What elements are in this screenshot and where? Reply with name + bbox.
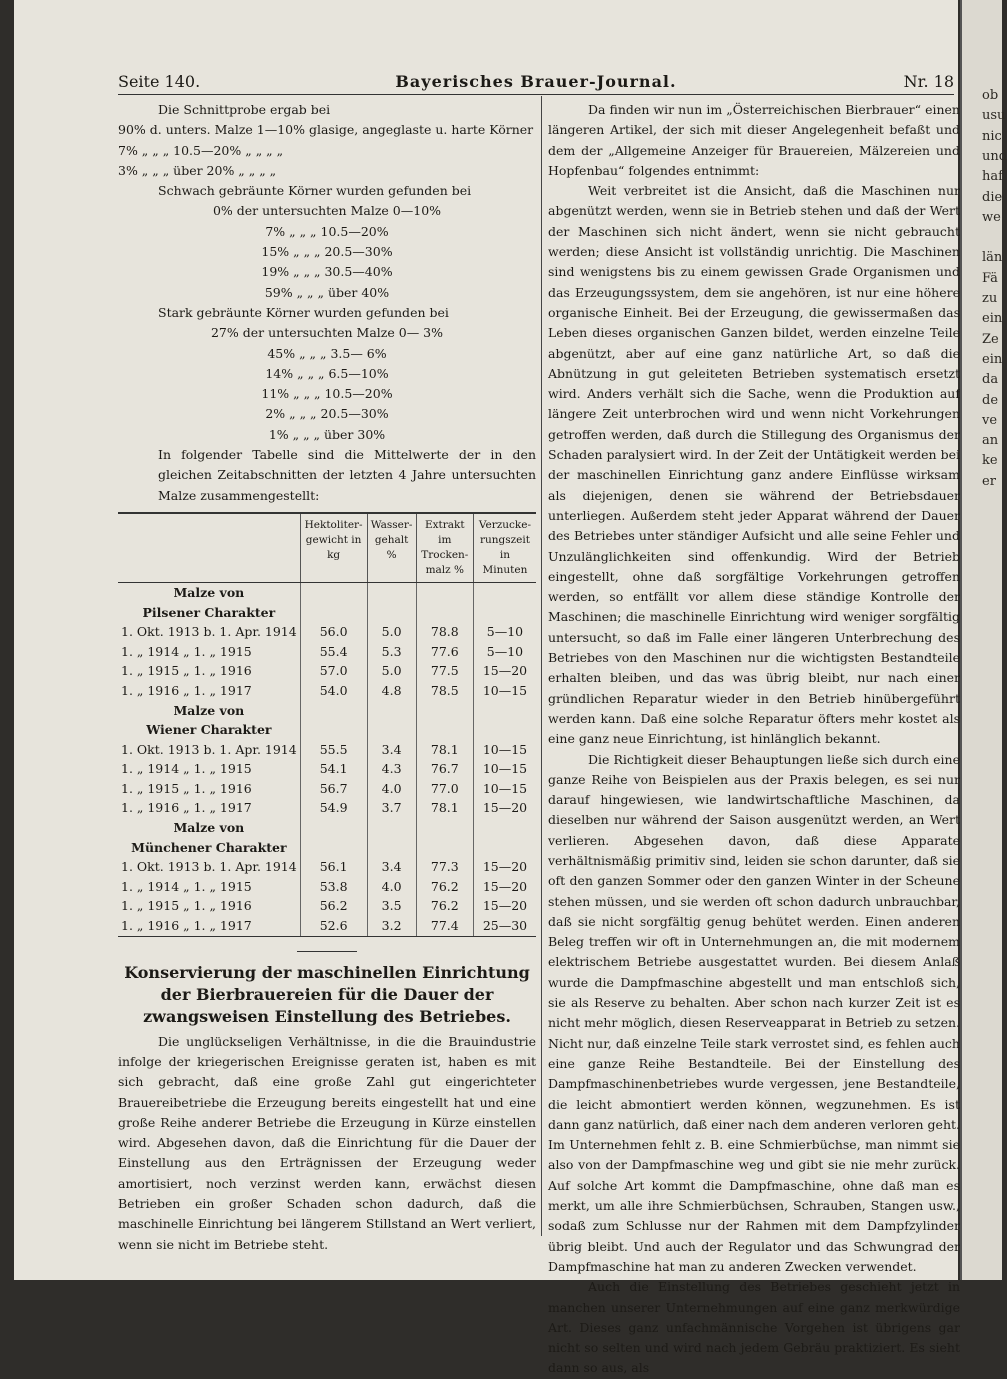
value-cell: 10—15 <box>473 681 536 701</box>
value-cell: 56.2 <box>300 896 367 916</box>
empty-cell <box>416 701 473 721</box>
group-title: Malze von <box>173 584 245 600</box>
adjacent-page-edge <box>960 0 1007 1280</box>
period-cell: 1. Okt. 1913 b. 1. Apr. 1914 <box>121 859 297 875</box>
stat-line: 59% „ „ „ über 40% <box>264 284 390 300</box>
period-cell: 1. „ 1914 „ 1. „ 1915 <box>121 761 252 777</box>
value-cell: 25—30 <box>473 916 536 936</box>
article-paragraph: Da finden wir nun im „Österreichischen Bierbrauer“ einen längeren Artikel, der sich mit dieser Angelegenheit befaßt und dem der „Allgemeine Anzeiger für Brauereien, Mälzereien und Hopfenbau“ folgendes entnimmt: <box>548 102 960 178</box>
empty-cell <box>473 603 536 623</box>
value-cell: 56.7 <box>300 779 367 799</box>
table-row <box>118 759 536 779</box>
value-cell: 4.3 <box>367 759 416 779</box>
value-cell: 10—15 <box>473 759 536 779</box>
table-row <box>118 877 536 897</box>
group-title: Pilsener Charakter <box>142 604 276 620</box>
page-number: Seite 140. <box>118 72 201 91</box>
value-cell: 4.0 <box>367 877 416 897</box>
empty-cell <box>473 701 536 721</box>
empty-cell <box>367 818 416 838</box>
group-title: Malze von <box>173 702 245 718</box>
page-edge-fragment: Ze <box>982 331 999 347</box>
table-row <box>118 916 536 936</box>
stat-line: Stark gebräunte Körner wurden gefunden bei <box>158 304 449 320</box>
page-edge-fragment: haf <box>982 169 1003 185</box>
issue-number: Nr. 18 <box>903 72 954 91</box>
value-cell: 77.3 <box>416 857 473 877</box>
value-cell: 55.4 <box>300 642 367 662</box>
value-cell: 78.8 <box>416 622 473 642</box>
journal-page <box>14 0 960 1376</box>
value-cell: 55.5 <box>300 740 367 760</box>
page-edge-fragment: an <box>982 433 999 449</box>
page-edge-fragment: nic <box>982 128 1002 144</box>
period-cell: 1. „ 1916 „ 1. „ 1917 <box>118 916 300 936</box>
page-edge-fragment: da <box>982 372 999 388</box>
value-cell: 3.2 <box>367 916 416 936</box>
value-cell: 56.1 <box>300 857 367 877</box>
empty-cell <box>300 701 367 721</box>
page-edge-fragment: zu <box>982 291 998 306</box>
malt-averages-table <box>118 512 536 937</box>
value-cell: 56.0 <box>300 622 367 642</box>
value-cell: 53.8 <box>300 877 367 897</box>
page-edge-fragment: ein <box>982 311 1003 327</box>
page-edge-fragment: usu <box>982 108 1006 124</box>
value-cell: 57.0 <box>300 661 367 681</box>
period-cell: 1. „ 1915 „ 1. „ 1916 <box>121 898 252 914</box>
stat-line: 45% „ „ „ 3.5— 6% <box>267 345 387 361</box>
empty-cell <box>473 838 536 858</box>
table-group-heading <box>118 582 536 602</box>
section-separator <box>297 951 357 952</box>
table-header-hectoliter-weight: Hektoliter-gewicht in kg <box>300 513 367 583</box>
period-cell: 1. „ 1916 „ 1. „ 1917 <box>121 682 252 698</box>
table-row <box>118 681 536 701</box>
value-cell: 15—20 <box>473 896 536 916</box>
stat-line: 7% „ „ „ 10.5—20% „ „ „ „ <box>118 142 284 158</box>
page-edge-fragment: Fä <box>982 270 998 286</box>
page-edge-fragment: die <box>982 189 1003 205</box>
empty-cell <box>473 582 536 602</box>
empty-cell <box>367 603 416 623</box>
value-cell: 78.5 <box>416 681 473 701</box>
value-cell: 15—20 <box>473 798 536 818</box>
left-column <box>118 100 536 1255</box>
empty-cell <box>300 603 367 623</box>
value-cell: 52.6 <box>300 916 367 936</box>
article-paragraph: Weit verbreitet ist die Ansicht, daß die Maschinen nur abgenützt werden, wenn sie in Betrieb stehen und daß der Wert der Maschinen sich nicht ändert, wenn sie nicht gebraucht werden; diese Ansicht ist vollständig unrichtig. Die Maschinen sind wenigstens bis zu einem gewissen Grade Organismen und das Erzeugungssystem, dem sie angehören, ist nur eine höhere organische Einheit. Bei der Erzeugung, die gewissermaßen das Leben dieses organischen Ganzen bildet, werden einzelne Teile abgenützt, aber auf eine ganz natürliche Art, so daß die Abnützung in gut geleiteten Betrieben systematisch ersetzt wird. Anders verhält sich die Sache, wenn die Produktion auf längere Zeit unterbrochen wird und wenn nicht Vorkehrungen getroffen werden, daß durch die Stillegung des Organismus der Schaden paralysiert wird. In der Zeit der Untätigkeit werden bei der maschinellen Einrichtung ganz andere Einflüsse wirksam als diejenigen, denen sie während der Betriebsdauer unterliegen. Außerdem steht jeder Apparat während der Dauer des Betriebes unter ständiger Aufsicht und alle seine Fehler und Unzulänglichkeiten sind offenkundig. Wird der Betrieb eingestellt, ohne daß sorgfältige Vorkehrungen getroffen werden, so entfällt vor allem diese ständige Kontrolle der Maschinen; die maschinelle Einrichtung wird weniger sorgfältig untersucht, so daß im Falle einer längeren Unterbrechung des Betriebes von den Maschinen nur die wichtigsten Bestandteile erhalten bleiben, und das was übrig bleibt, nur nach einer gründlichen Reparatur wieder in den Betrieb hinübergeführt werden kann. Daß eine solche Reparatur öfters mehr kostet als eine ganz neue Einrichtung, ist hinlänglich bekannt. <box>548 183 960 747</box>
stat-line: 3% „ „ „ über 20% „ „ „ „ <box>118 162 277 178</box>
table-row <box>118 857 536 877</box>
page-edge-fragment: ob <box>982 88 999 103</box>
stat-line: 27% der untersuchten Malze 0— 3% <box>210 325 444 341</box>
article-paragraph: Auch die Einstellung des Betriebes geschieht jetzt in manchen unserer Unternehmungen auf eine ganz merkwürdige Art. Dieses ganz unfachmännische Vorgehen ist übrigens gar nicht so selten und wird nach jedem Gebräu praktiziert. Es sieht dann so aus, als <box>548 1279 960 1376</box>
value-cell: 76.7 <box>416 759 473 779</box>
stat-line: 11% „ „ „ 10.5—20% <box>261 386 393 402</box>
period-cell: 1. Okt. 1913 b. 1. Apr. 1914 <box>121 624 297 640</box>
article-paragraph: Die Richtigkeit dieser Behauptungen ließe sich durch eine ganze Reihe von Beispielen aus der Praxis belegen, es sei nur darauf hingewiesen, wie landwirtschaftliche Maschinen, da dieselben nur während der Saison ausgenützt werden, an Wert verlieren. Abgesehen davon, daß diese Apparate verhältnismäßig primitiv sind, leiden sie schon darunter, daß sie oft den ganzen Sommer oder den ganzen Winter in der Scheune stehen müssen, und sie werden oft schon dadurch unbrauchbar, daß sie nicht sorgfältig genug behütet werden. Einen anderen Beleg treffen wir oft in Unternehmungen an, die mit modernem elektrischem Betriebe ausgestattet wurden. Bei diesem Anlaß wurde die Dampfmaschine abgestellt und man entschloß sich, sie als Reserve zu behalten. Aber schon nach kurzer Zeit ist es nicht mehr möglich, diesen Reserveapparat in Betrieb zu setzen. Nicht nur, daß einzelne Teile stark verrostet sind, es fehlen auch eine ganze Reihe Bestandteile. Bei der Einstellung des Dampfmaschinenbetriebes wurde vergessen, jene Bestandteile, die leicht abmontiert werden können, wegzunehmen. Es ist dann ganz natürlich, daß einer nach dem anderen verloren geht. Im Unternehmen fehlt z. B. eine Schmierbüchse, man nimmt sie also von der Dampfmaschine weg und gibt sie nie mehr zurück. Auf solche Art kommt die Dampfmaschine, ohne daß man es merkt, um alle ihre Schmierbüchsen, Schrauben, Stangen usw., sodaß zum Schlusse nur der Rahmen mit dem Dampfzylinder übrig bleibt. Und auch der Regulator und das Schwungrad der Dampfmaschine hat man zu anderen Zwecken verwendet. <box>548 751 960 1274</box>
group-title: Malze von <box>173 820 245 836</box>
stat-line: 7% „ „ „ 10.5—20% <box>265 223 389 239</box>
empty-cell <box>300 720 367 740</box>
page-edge-fragment: we <box>982 209 1001 225</box>
journal-title: Bayerisches Brauer-Journal. <box>395 72 677 91</box>
table-row <box>118 642 536 662</box>
table-row <box>118 622 536 642</box>
empty-cell <box>367 720 416 740</box>
value-cell: 54.9 <box>300 798 367 818</box>
table-group-heading <box>118 818 536 838</box>
empty-cell <box>416 720 473 740</box>
empty-cell <box>473 818 536 838</box>
value-cell: 3.5 <box>367 896 416 916</box>
stat-line: 1% „ „ „ über 30% <box>268 426 386 442</box>
empty-cell <box>416 582 473 602</box>
value-cell: 15—20 <box>473 857 536 877</box>
table-intro: In folgender Tabelle sind die Mittelwerte der in den gleichen Zeitabschnitten der letzten 4 Jahre untersuchten Malze zusammengestellt: <box>158 447 536 503</box>
page-edge-fragment: ein <box>982 351 1003 367</box>
empty-cell <box>300 838 367 858</box>
value-cell: 78.1 <box>416 798 473 818</box>
table-group-heading <box>118 720 536 740</box>
period-cell: 1. „ 1914 „ 1. „ 1915 <box>121 643 252 659</box>
table-group-heading <box>118 603 536 623</box>
empty-cell <box>300 818 367 838</box>
table-row <box>118 779 536 799</box>
value-cell: 5—10 <box>473 622 536 642</box>
value-cell: 76.2 <box>416 896 473 916</box>
value-cell: 4.0 <box>367 779 416 799</box>
article-left-text <box>118 1032 536 1255</box>
stat-line: 90% d. unters. Malze 1—10% glasige, angeglaste u. harte Körner <box>118 122 534 138</box>
value-cell: 3.7 <box>367 798 416 818</box>
malt-statistics <box>118 100 536 445</box>
value-cell: 5.3 <box>367 642 416 662</box>
article-right-text <box>548 100 960 1379</box>
value-cell: 15—20 <box>473 877 536 897</box>
group-title: Wiener Charakter <box>146 722 272 738</box>
value-cell: 15—20 <box>473 661 536 681</box>
table-row <box>118 896 536 916</box>
page-edge-fragment: und <box>982 148 1007 164</box>
article-paragraph: Die unglückseligen Verhältnisse, in die die Brauindustrie infolge der kriegerischen Ereignisse geraten ist, haben es mit sich gebracht, daß eine große Zahl gut eingerichteter Brauereibetriebe die Erzeugung bereits eingestellt hat und eine große Reihe anderer Betriebe die Erzeugung in Kürze einstellen wird. Abgesehen davon, daß die Einrichtung für die Dauer der Einstellung aus den Erträgnissen der Erzeugung weder amortisiert, noch verzinst werden kann, erwächst diesen Betrieben ein großer Schaden schon dadurch, daß die maschinelle Einrichtung bei längerem Stillstand an Wert verliert, wenn sie nicht im Betriebe steht. <box>118 1033 536 1252</box>
page-edge-fragment: ke <box>982 453 998 469</box>
value-cell: 54.0 <box>300 681 367 701</box>
table-header-water-content: Wasser-gehalt % <box>367 513 416 583</box>
period-cell: 1. „ 1916 „ 1. „ 1917 <box>121 800 252 816</box>
empty-cell <box>367 838 416 858</box>
value-cell: 54.1 <box>300 759 367 779</box>
value-cell: 76.2 <box>416 877 473 897</box>
column-divider <box>541 96 542 1236</box>
empty-cell <box>416 838 473 858</box>
table-header-period <box>118 513 300 583</box>
value-cell: 10—15 <box>473 779 536 799</box>
empty-cell <box>367 701 416 721</box>
period-cell: 1. „ 1915 „ 1. „ 1916 <box>121 663 252 679</box>
empty-cell <box>300 582 367 602</box>
page-edge-fragment: de <box>982 392 999 408</box>
value-cell: 5.0 <box>367 622 416 642</box>
value-cell: 78.1 <box>416 740 473 760</box>
article-title: Konservierung der maschinellen Einrichtung der Bierbrauereien für die Dauer der zwangsweisen Einstellung des Betriebes. <box>124 962 530 1026</box>
stat-line: 15% „ „ „ 20.5—30% <box>261 244 393 260</box>
table-header-extract: Extrakt im Trocken-malz % <box>416 513 473 583</box>
page-edge-fragment: län <box>982 250 1003 266</box>
value-cell: 10—15 <box>473 740 536 760</box>
value-cell: 3.4 <box>367 857 416 877</box>
value-cell: 77.6 <box>416 642 473 662</box>
table-row <box>118 740 536 760</box>
table-group-heading <box>118 701 536 721</box>
right-column <box>548 100 960 1379</box>
empty-cell <box>367 582 416 602</box>
period-cell: 1. „ 1914 „ 1. „ 1915 <box>121 878 252 894</box>
stat-line: 14% „ „ „ 6.5—10% <box>265 365 389 381</box>
table-group-heading <box>118 838 536 858</box>
empty-cell <box>416 603 473 623</box>
value-cell: 77.4 <box>416 916 473 936</box>
page-edge-fragment: er <box>982 473 996 489</box>
value-cell: 77.0 <box>416 779 473 799</box>
stat-line: Die Schnittprobe ergab bei <box>158 102 331 117</box>
value-cell: 4.8 <box>367 681 416 701</box>
table-header-saccharification: Verzucke-rungszeit in Minuten <box>473 513 536 583</box>
page-edge-fragment: ve <box>982 412 998 428</box>
empty-cell <box>416 818 473 838</box>
stat-line: 0% der untersuchten Malze 0—10% <box>212 203 442 219</box>
stat-line: 19% „ „ „ 30.5—40% <box>261 264 393 280</box>
period-cell: 1. Okt. 1913 b. 1. Apr. 1914 <box>121 741 297 757</box>
group-title: Münchener Charakter <box>131 839 287 855</box>
empty-cell <box>473 720 536 740</box>
stat-line: 2% „ „ „ 20.5—30% <box>265 406 389 422</box>
value-cell: 5—10 <box>473 642 536 662</box>
table-row <box>118 661 536 681</box>
table-row <box>118 798 536 818</box>
value-cell: 5.0 <box>367 661 416 681</box>
value-cell: 3.4 <box>367 740 416 760</box>
period-cell: 1. „ 1915 „ 1. „ 1916 <box>121 780 252 796</box>
page-header <box>118 72 954 95</box>
value-cell: 77.5 <box>416 661 473 681</box>
stat-line: Schwach gebräunte Körner wurden gefunden bei <box>158 183 472 199</box>
